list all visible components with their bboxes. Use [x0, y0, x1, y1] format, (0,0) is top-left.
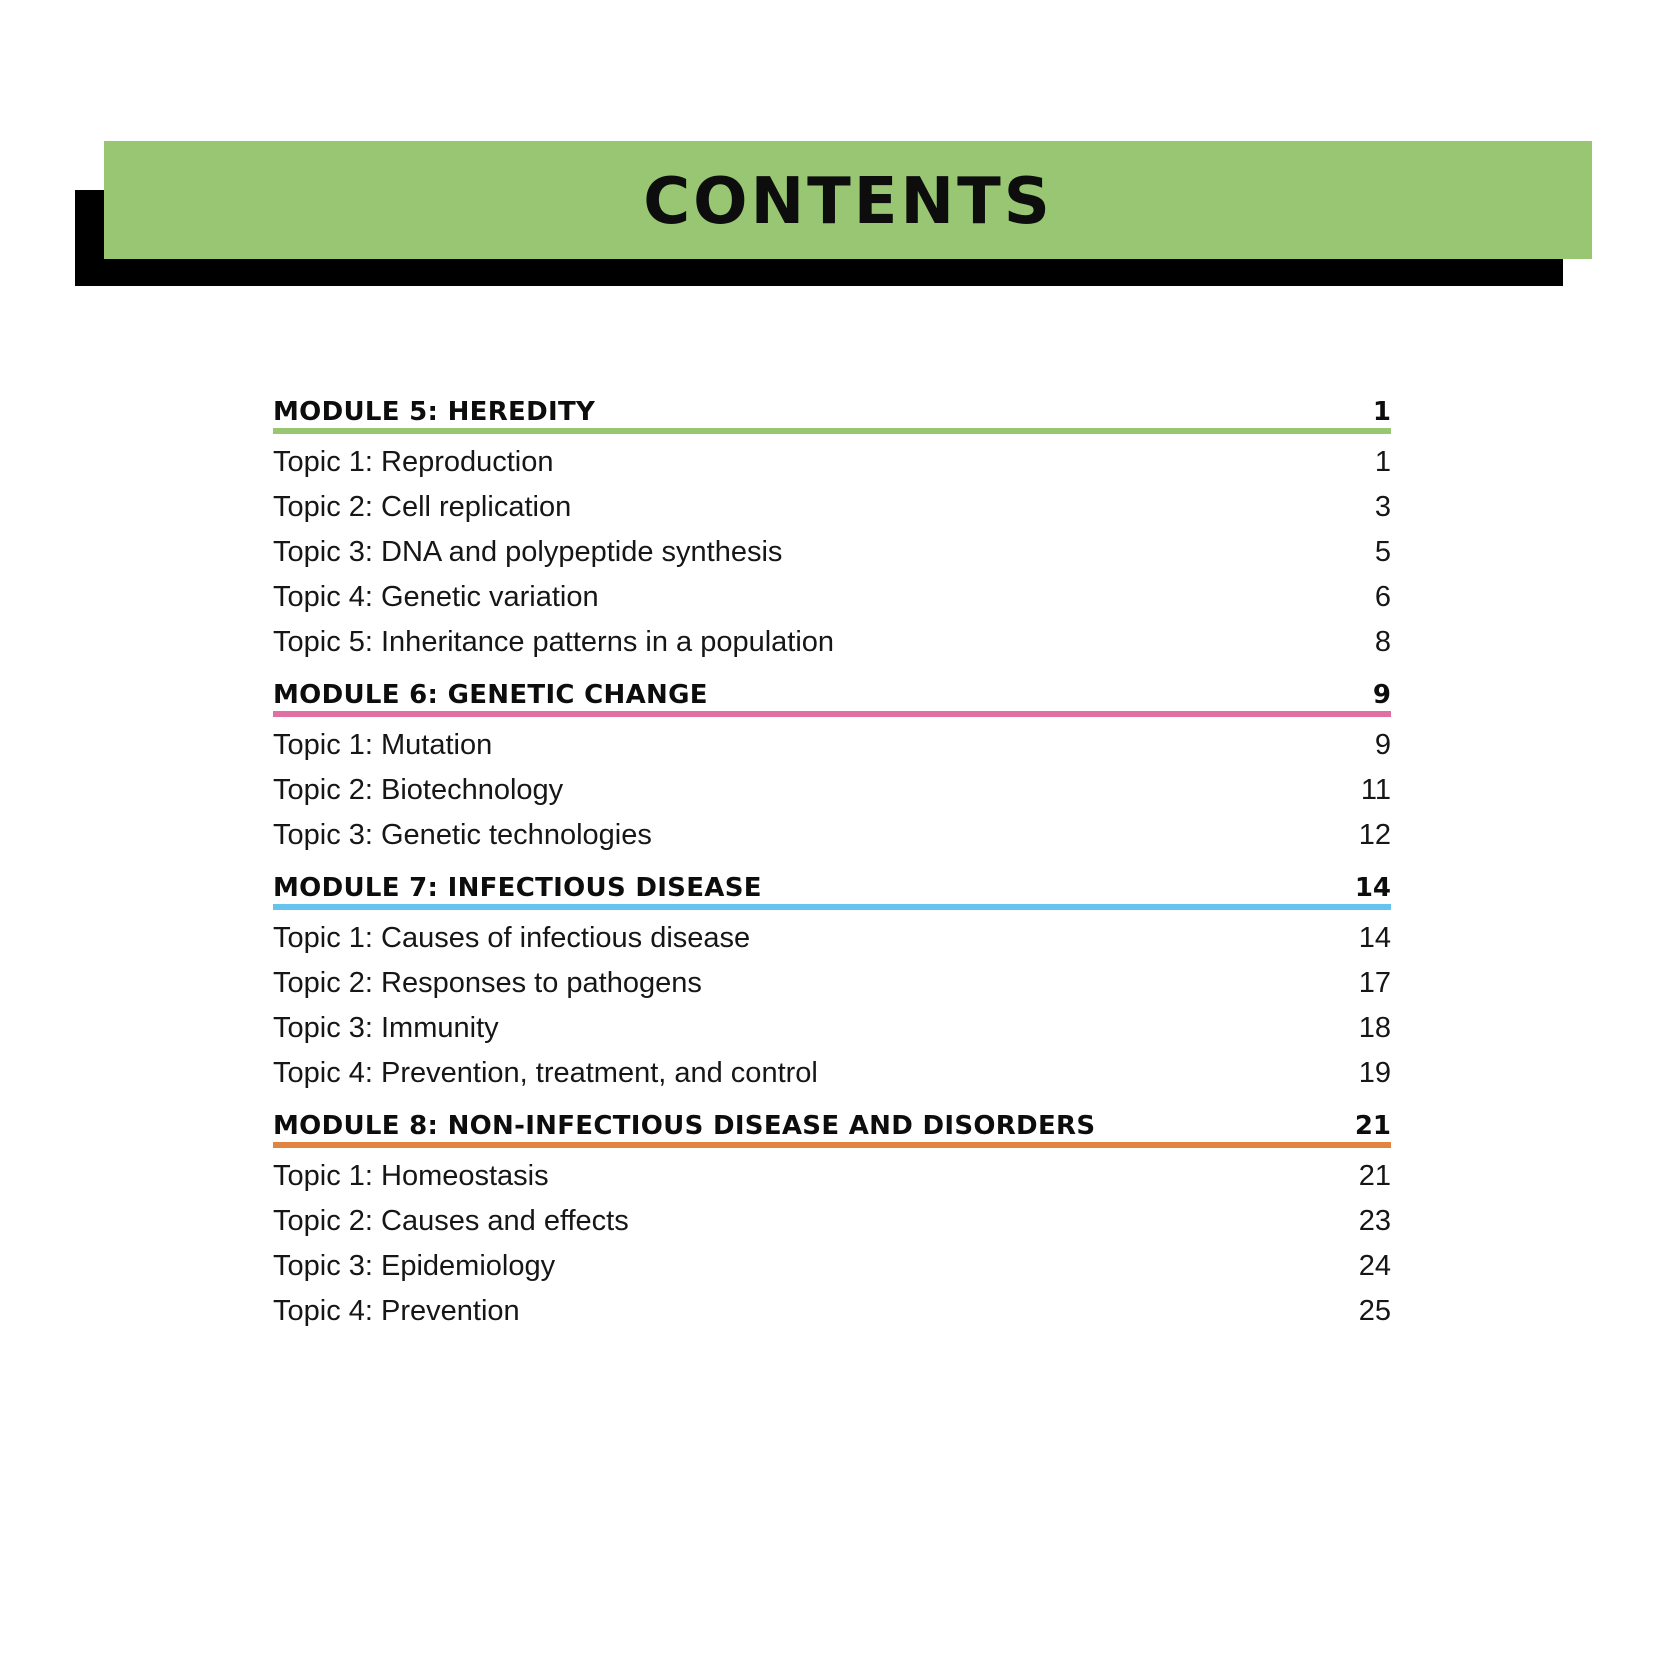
topic-title: Topic 2: Causes and effects: [273, 1205, 629, 1237]
table-of-contents: [273, 390, 1391, 1334]
topic-entry[interactable]: [273, 1244, 1391, 1289]
topic-entry[interactable]: [273, 1006, 1391, 1051]
topic-page-number: 12: [1358, 819, 1391, 851]
topic-page-number: 5: [1374, 536, 1391, 568]
topic-title: Topic 3: DNA and polypeptide synthesis: [273, 536, 783, 568]
topic-title: Topic 5: Inheritance patterns in a population: [273, 626, 835, 658]
module-heading[interactable]: [273, 673, 1391, 717]
topic-title: Topic 2: Biotechnology: [273, 774, 564, 806]
topic-title: Topic 1: Reproduction: [273, 446, 554, 478]
topic-page-number: 8: [1374, 626, 1391, 658]
topic-entry[interactable]: [273, 1199, 1391, 1244]
topic-page-number: 17: [1358, 967, 1391, 999]
topic-entry[interactable]: [273, 485, 1391, 530]
topic-entry[interactable]: [273, 768, 1391, 813]
topic-page-number: 18: [1358, 1012, 1391, 1044]
topic-entry[interactable]: [273, 1154, 1391, 1199]
topic-page-number: 9: [1374, 729, 1391, 761]
module-title: MODULE 7: INFECTIOUS DISEASE: [273, 873, 762, 903]
module-page-number: 9: [1372, 680, 1391, 710]
topic-entry[interactable]: [273, 916, 1391, 961]
module-title: MODULE 8: NON-INFECTIOUS DISEASE AND DISORDERS: [273, 1111, 1096, 1141]
topic-entry[interactable]: [273, 1051, 1391, 1096]
topic-page-number: 14: [1358, 922, 1391, 954]
topic-entry[interactable]: [273, 575, 1391, 620]
page-title: CONTENTS: [643, 165, 1053, 239]
topic-title: Topic 4: Genetic variation: [273, 581, 599, 613]
topic-title: Topic 2: Cell replication: [273, 491, 572, 523]
topic-title: Topic 3: Immunity: [273, 1012, 499, 1044]
topic-title: Topic 4: Prevention, treatment, and control: [273, 1057, 818, 1089]
topic-entry[interactable]: [273, 440, 1391, 485]
module-5-section: [273, 390, 1391, 665]
topic-title: Topic 1: Homeostasis: [273, 1160, 549, 1192]
topic-page-number: 21: [1358, 1160, 1391, 1192]
module-title: MODULE 6: GENETIC CHANGE: [273, 680, 708, 710]
topic-entry[interactable]: [273, 813, 1391, 858]
topic-page-number: 11: [1360, 774, 1391, 806]
module-7-section: [273, 866, 1391, 1096]
module-heading[interactable]: [273, 866, 1391, 910]
topic-title: Topic 2: Responses to pathogens: [273, 967, 702, 999]
topic-title: Topic 3: Genetic technologies: [273, 819, 652, 851]
topic-title: Topic 1: Causes of infectious disease: [273, 922, 751, 954]
topic-entry[interactable]: [273, 620, 1391, 665]
topic-page-number: 3: [1374, 491, 1391, 523]
topic-page-number: 25: [1358, 1295, 1391, 1327]
topic-page-number: 23: [1358, 1205, 1391, 1237]
topic-title: Topic 4: Prevention: [273, 1295, 520, 1327]
topic-page-number: 1: [1374, 446, 1391, 478]
topic-page-number: 6: [1374, 581, 1391, 613]
topic-page-number: 19: [1358, 1057, 1391, 1089]
topic-entry[interactable]: [273, 723, 1391, 768]
module-6-section: [273, 673, 1391, 858]
topic-entry[interactable]: [273, 1289, 1391, 1334]
topic-page-number: 24: [1358, 1250, 1391, 1282]
module-page-number: 1: [1372, 397, 1391, 427]
module-8-section: [273, 1104, 1391, 1334]
module-heading[interactable]: [273, 1104, 1391, 1148]
title-band: [104, 141, 1592, 259]
module-title: MODULE 5: HEREDITY: [273, 397, 596, 427]
module-page-number: 14: [1354, 873, 1391, 903]
topic-title: Topic 3: Epidemiology: [273, 1250, 556, 1282]
module-page-number: 21: [1354, 1111, 1391, 1141]
topic-entry[interactable]: [273, 961, 1391, 1006]
topic-title: Topic 1: Mutation: [273, 729, 493, 761]
topic-entry[interactable]: [273, 530, 1391, 575]
module-heading[interactable]: [273, 390, 1391, 434]
